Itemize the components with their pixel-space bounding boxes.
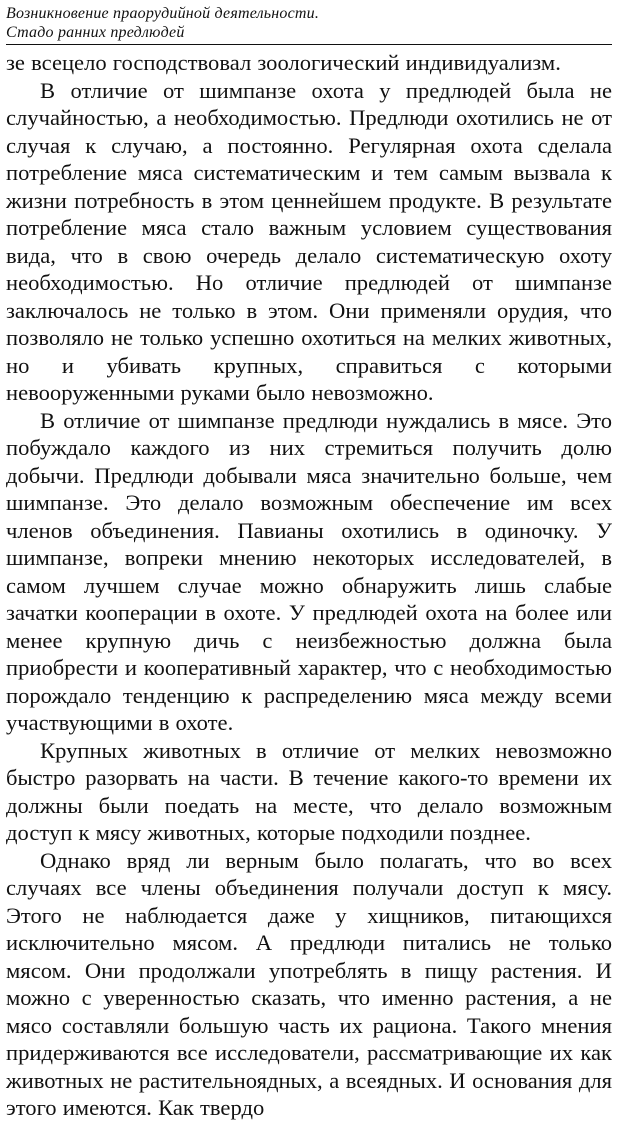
paragraph: Крупных животных в отличие от мелких невозможно быстро разорвать на части. В течение какого-то времени их должны были поедать на месте, что делало возможным доступ к мясу животных, которые подходили позднее. bbox=[6, 737, 612, 845]
body-text bbox=[6, 49, 612, 1122]
header-rule bbox=[6, 44, 612, 45]
paragraph-continuation: зе всецело господствовал зоологический индивидуализм. bbox=[6, 50, 561, 75]
paragraph: Однако вряд ли верным было полагать, что во всех случаях все члены объединения получали доступ к мясу. Этого не наблюдается даже у хищников, питающихся исключительно мясом. А предлюди питались не только мясом. Они продолжали употреблять в пищу растения. И можно с уверенностью сказать, что именно растения, а не мясо составляли большую часть их рациона. Такого мнения придерживаются все исследователи, рассматривающие их как животных не растительноядных, а всеядных. И основания для этого имеются. Как твердо bbox=[6, 847, 612, 1120]
running-head-line-1: Возникновение праорудийной деятельности. bbox=[6, 5, 320, 22]
paragraph: В отличие от шимпанзе охота у предлюдей была не случайностью, а необходимостью. Предлюди охотились не от случая к случаю, а постоянно. Регулярная охота сделала потребление мяса систематическим и тем самым вызвала к жизни потребность в этом ценнейшем продукте. В результате потребление мяса стало важным условием существования вида, что в свою очередь делало систематическую охоту необходимостью. Но отличие предлюдей от шимпанзе заключалось не только в этом. Они применяли орудия, что позволяло не только успешно охотиться на мелких животных, но и убивать крупных, справиться с которыми невооруженными руками было невозможно. bbox=[6, 77, 612, 405]
running-head bbox=[6, 4, 612, 42]
paragraph: В отличие от шимпанзе предлюди нуждались в мясе. Это побуждало каждого из них стремиться получить долю добычи. Предлюди добывали мяса значительно больше, чем шимпанзе. Это делало возможным обеспечение им всех членов объединения. Павианы охотились в одиночку. У шимпанзе, вопреки мнению некоторых исследователей, в самом лучшем случае можно обнаружить лишь слабые зачатки кооперации в охоте. У предлюдей охота на более или менее крупную дичь с неизбежностью должна была приобрести и кооперативный характер, что с необходимостью порождало тенденцию к распределению мяса между всеми участвующими в охоте. bbox=[6, 407, 612, 735]
running-head-line-2: Стадо ранних предлюдей bbox=[6, 24, 185, 41]
